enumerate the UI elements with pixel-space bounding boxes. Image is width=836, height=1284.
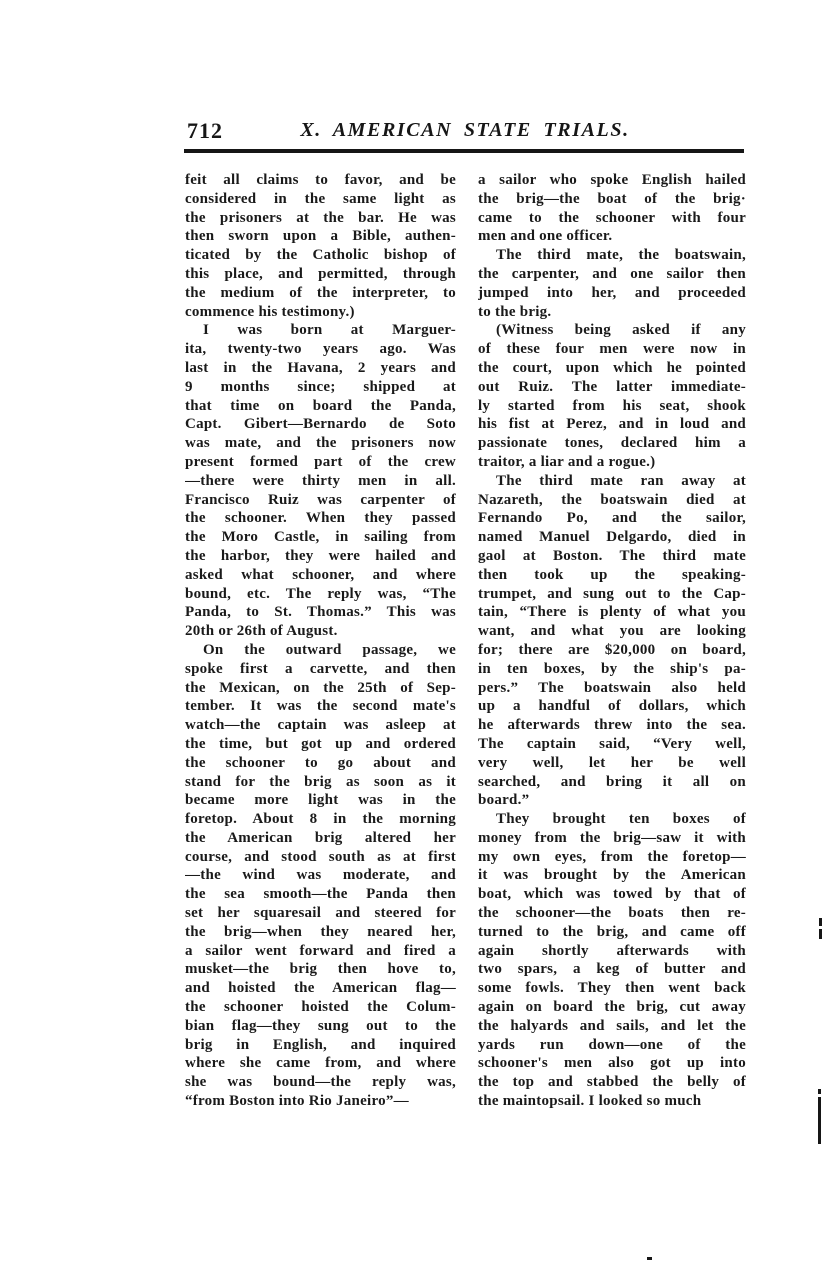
text-line: (Witness being asked if any: [496, 322, 746, 339]
text-line: gaol at Boston. The third mate: [478, 547, 746, 564]
text-line: tember. It was the second mate's: [185, 698, 456, 715]
text-line: a sailor who spoke English hailed: [478, 172, 746, 188]
text-line: my own eyes, from the foretop—: [478, 848, 746, 865]
text-line: considered in the same light as: [185, 190, 456, 207]
text-line: schooner's men also got up into: [478, 1055, 746, 1072]
text-line: course, and stood south as at first: [185, 848, 456, 865]
text-line: the schooner. When they passed: [185, 510, 456, 527]
text-line: then sworn upon a Bible, authen-: [185, 228, 456, 245]
scan-edge-mark: [818, 1097, 821, 1144]
text-line: pers.” The boatswain also held: [478, 679, 746, 696]
text-line: On the outward passage, we: [203, 641, 456, 658]
text-line: They brought ten boxes of: [496, 811, 746, 828]
text-line: and hoisted the American flag—: [185, 980, 456, 997]
text-line: —the wind was moderate, and: [185, 867, 456, 884]
text-line: the medium of the interpreter, to: [185, 284, 456, 301]
text-line: The captain said, “Very well,: [478, 735, 746, 752]
page-number: 712: [187, 118, 223, 143]
text-line: the time, but got up and ordered: [185, 735, 456, 752]
text-line: trumpet, and sung out to the Cap-: [478, 585, 746, 602]
text-line: the carpenter, and one sailor then: [478, 265, 746, 282]
text-line: this place, and permitted, through: [185, 265, 456, 282]
text-line: brig in English, and inquired: [185, 1036, 456, 1053]
text-line: I was born at Marguer-: [203, 322, 456, 339]
text-line: searched, and bring it all on: [478, 773, 746, 790]
text-line: where she came from, and where: [185, 1055, 456, 1072]
text-line: came to the schooner with four: [478, 209, 746, 226]
text-line: the prisoners at the bar. He was: [185, 209, 456, 226]
text-line: of these four men were now in: [478, 341, 746, 358]
text-line: it was brought by the American: [478, 867, 746, 884]
text-line: bian flag—they sung out to the: [185, 1017, 456, 1034]
text-line: ly started from his seat, shook: [478, 397, 746, 414]
text-line: jumped into her, and proceeded: [478, 284, 746, 301]
text-line: turned to the brig, and came off: [478, 923, 746, 940]
text-line: 9 months since; shipped at: [185, 378, 456, 395]
text-line: the Mexican, on the 25th of Sep-: [185, 679, 456, 696]
text-line: the brig—the boat of the brig·: [478, 190, 746, 207]
text-line: board.”: [478, 792, 530, 809]
scan-speck: [647, 1257, 652, 1260]
text-line: spoke first a carvette, and then: [185, 660, 456, 677]
text-line: the brig—when they neared her,: [185, 923, 456, 940]
text-line: The third mate, the boatswain,: [496, 247, 746, 264]
text-line: named Manuel Delgardo, died in: [478, 529, 746, 546]
text-line: Panda, to St. Thomas.” This was: [185, 604, 456, 621]
scan-edge-mark: [818, 1089, 821, 1094]
text-line: two spars, a keg of butter and: [478, 961, 746, 978]
text-line: ticated by the Catholic bishop of: [185, 247, 456, 264]
text-line: Nazareth, the boatswain died at: [478, 491, 746, 508]
text-line: asked what schooner, and where: [185, 566, 456, 583]
text-line: he afterwards threw into the sea.: [478, 717, 746, 734]
text-line: traitor, a liar and a rogue.): [478, 453, 656, 470]
text-line: again shortly afterwards with: [478, 942, 746, 959]
text-line: she was bound—the reply was,: [185, 1074, 456, 1091]
text-line: boat, which was towed by that of: [478, 886, 746, 903]
text-line: some fowls. They then went back: [478, 980, 746, 997]
running-header-title: X. AMERICAN STATE TRIALS.: [300, 119, 630, 141]
text-line: that time on board the Panda,: [185, 397, 456, 414]
text-line: Capt. Gibert—Bernardo de Soto: [185, 416, 456, 433]
text-line: for; there are $20,000 on board,: [478, 641, 746, 658]
text-line: last in the Havana, 2 years and: [185, 359, 456, 376]
text-line: money from the brig—saw it with: [478, 829, 746, 846]
right-text-column: [478, 171, 746, 1111]
text-line: the American brig altered her: [185, 829, 456, 846]
text-line: —there were thirty men in all.: [185, 472, 456, 489]
text-line: commence his testimony.): [185, 303, 355, 320]
text-line: feit all claims to favor, and be: [185, 172, 456, 188]
text-line: then took up the speaking-: [478, 566, 746, 583]
text-line: the court, upon which he pointed: [478, 359, 746, 376]
text-line: ita, twenty-two years ago. Was: [185, 341, 456, 358]
text-line: again on board the brig, cut away: [478, 999, 746, 1016]
text-line: the Moro Castle, in sailing from: [185, 529, 456, 546]
text-line: his fist at Perez, and in loud and: [478, 416, 746, 433]
text-line: foretop. About 8 in the morning: [185, 811, 456, 828]
text-line: present formed part of the crew: [185, 453, 456, 470]
text-line: in ten boxes, by the ship's pa-: [478, 660, 746, 677]
text-line: Francisco Ruiz was carpenter of: [185, 491, 456, 508]
text-line: passionate tones, declared him a: [478, 435, 746, 452]
text-line: want, and what you are looking: [478, 623, 746, 640]
left-text-column: [185, 171, 456, 1111]
text-line: the top and stabbed the belly of: [478, 1074, 746, 1091]
text-line: the maintopsail. I looked so much: [478, 1093, 702, 1110]
text-line: “from Boston into Rio Janeiro”—: [185, 1093, 409, 1110]
text-line: men and one officer.: [478, 228, 613, 245]
header-rule: [184, 149, 744, 153]
text-line: the sea smooth—the Panda then: [185, 886, 456, 903]
text-line: the schooner hoisted the Colum-: [185, 999, 456, 1016]
text-line: set her squaresail and steered for: [185, 905, 456, 922]
text-line: musket—the brig then hove to,: [185, 961, 456, 978]
text-line: up a handful of dollars, which: [478, 698, 746, 715]
text-line: The third mate ran away at: [496, 472, 746, 489]
text-line: became more light was in the: [185, 792, 456, 809]
text-line: watch—the captain was asleep at: [185, 717, 456, 734]
text-line: stand for the brig as soon as it: [185, 773, 456, 790]
text-line: a sailor went forward and fired a: [185, 942, 456, 959]
text-line: very well, let her be well: [478, 754, 746, 771]
text-line: 20th or 26th of August.: [185, 623, 338, 640]
text-line: yards run down—one of the: [478, 1036, 746, 1053]
text-line: Fernando Po, and the sailor,: [478, 510, 746, 527]
text-line: the harbor, they were hailed and: [185, 547, 456, 564]
scan-edge-mark: [819, 918, 822, 926]
scan-edge-mark: [819, 929, 822, 939]
text-line: tain, “There is plenty of what you: [478, 604, 746, 621]
text-line: out Ruiz. The latter immediate-: [478, 378, 746, 395]
text-line: the schooner to go about and: [185, 754, 456, 771]
text-line: to the brig.: [478, 303, 552, 320]
text-line: the schooner—the boats then re-: [478, 905, 746, 922]
text-line: the halyards and sails, and let the: [478, 1017, 746, 1034]
text-line: bound, etc. The reply was, “The: [185, 585, 456, 602]
text-line: was mate, and the prisoners now: [185, 435, 456, 452]
